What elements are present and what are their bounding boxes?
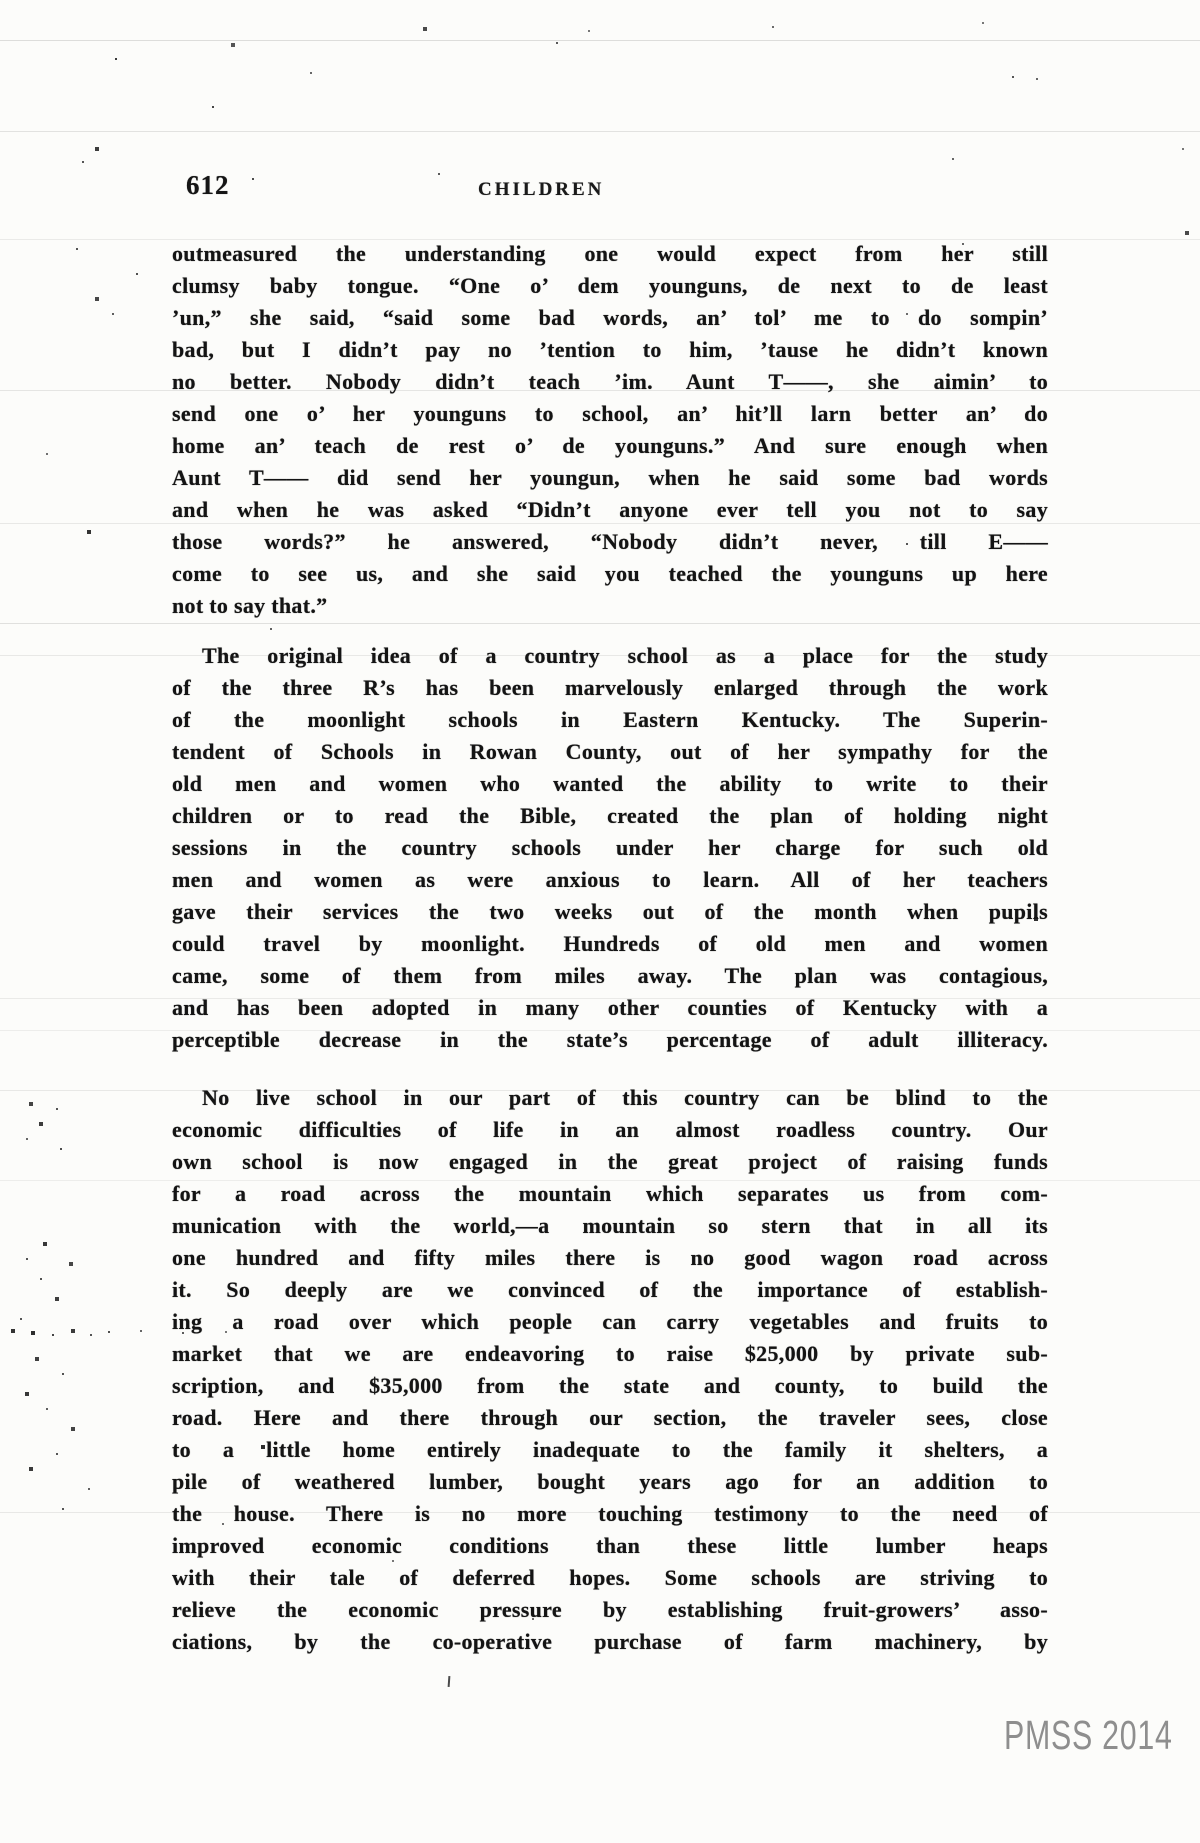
text-line: munication with the world,—a mountain so stern that in all its: [172, 1213, 1048, 1238]
paragraph: [172, 640, 1048, 1056]
text-line: scription, and $35,000 from the state and county, to build the: [172, 1373, 1048, 1398]
text-line: with their tale of deferred hopes. Some schools are striving to: [172, 1565, 1048, 1590]
text-line: gave their services the two weeks out of the month when pupils: [172, 899, 1048, 924]
text-line: to a little home entirely inadequate to the family it shelters, a: [172, 1437, 1048, 1462]
page-number: 612: [186, 170, 230, 200]
text-line: road. Here and there through our section, the traveler sees, close: [172, 1405, 1048, 1430]
text-line: could travel by moonlight. Hundreds of old men and women: [172, 931, 1048, 956]
text-line: it. So deeply are we convinced of the importance of establish-: [172, 1277, 1048, 1302]
text-line: outmeasured the understanding one would expect from her still: [172, 241, 1048, 266]
text-line: improved economic conditions than these little lumber heaps: [172, 1533, 1048, 1558]
text-line: and when he was asked “Didn’t anyone ever tell you not to say: [172, 497, 1048, 522]
text-line: market that we are endeavoring to raise $25,000 by private sub-: [172, 1341, 1048, 1366]
text-line: economic difficulties of life in an almost roadless country. Our: [172, 1117, 1048, 1142]
text-line: no better. Nobody didn’t teach ’im. Aunt T——, she aimin’ to: [172, 369, 1048, 394]
text-line: sessions in the country schools under her charge for such old: [172, 835, 1048, 860]
scan-specks: [0, 0, 2, 2]
text-line: relieve the economic pressure by establishing fruit-growers’ asso-: [172, 1597, 1048, 1622]
text-line: one hundred and fifty miles there is no good wagon road across: [172, 1245, 1048, 1270]
watermark: PMSS 2014: [1004, 1712, 1173, 1758]
paragraph: [172, 238, 1048, 622]
text-line: ’un,” she said, “said some bad words, an’ tol’ me to do sompin’: [172, 305, 1048, 330]
text-line: of the three R’s has been marvelously enlarged through the work: [172, 675, 1048, 700]
text-line: the house. There is no more touching testimony to the need of: [172, 1501, 1048, 1526]
scan-line: [0, 40, 1200, 41]
stray-mark: [448, 1676, 451, 1687]
running-head: CHILDREN: [478, 179, 605, 200]
text-line: come to see us, and she said you teached the younguns up here: [172, 561, 1048, 586]
text-line: for a road across the mountain which separates us from com-: [172, 1181, 1048, 1206]
text-line: clumsy baby tongue. “One o’ dem younguns, de next to de least: [172, 273, 1048, 298]
text-line: not to say that.”: [172, 593, 328, 618]
text-line: and has been adopted in many other counties of Kentucky with a: [172, 995, 1048, 1020]
text-line: men and women as were anxious to learn. All of her teachers: [172, 867, 1048, 892]
text-line: tendent of Schools in Rowan County, out of her sympathy for the: [172, 739, 1048, 764]
text-line: own school is now engaged in the great project of raising funds: [172, 1149, 1048, 1174]
text-line: ciations, by the co-operative purchase of farm machinery, by: [172, 1629, 1048, 1654]
text-line: send one o’ her younguns to school, an’ hit’ll larn better an’ do: [172, 401, 1048, 426]
text-line: ing a road over which people can carry vegetables and fruits to: [172, 1309, 1048, 1334]
text-line: pile of weathered lumber, bought years ago for an addition to: [172, 1469, 1048, 1494]
text-line: home an’ teach de rest o’ de younguns.” And sure enough when: [172, 433, 1048, 458]
text-line: of the moonlight schools in Eastern Kentucky. The Superin-: [172, 707, 1048, 732]
scan-line: [0, 131, 1200, 132]
text-line: old men and women who wanted the ability to write to their: [172, 771, 1048, 796]
text-line: The original idea of a country school as a place for the study: [202, 643, 1048, 668]
text-line: bad, but I didn’t pay no ’tention to him, ’tause he didn’t known: [172, 337, 1048, 362]
paragraph: [172, 1082, 1048, 1658]
text-block: [172, 238, 1048, 1658]
text-line: Aunt T—— did send her youngun, when he said some bad words: [172, 465, 1048, 490]
text-line: children or to read the Bible, created the plan of holding night: [172, 803, 1048, 828]
text-line: those words?” he answered, “Nobody didn’t never, till E——: [172, 529, 1048, 554]
text-line: came, some of them from miles away. The plan was contagious,: [172, 963, 1048, 988]
text-line: perceptible decrease in the state’s percentage of adult illiteracy.: [172, 1027, 1048, 1052]
text-line: No live school in our part of this country can be blind to the: [202, 1085, 1048, 1110]
